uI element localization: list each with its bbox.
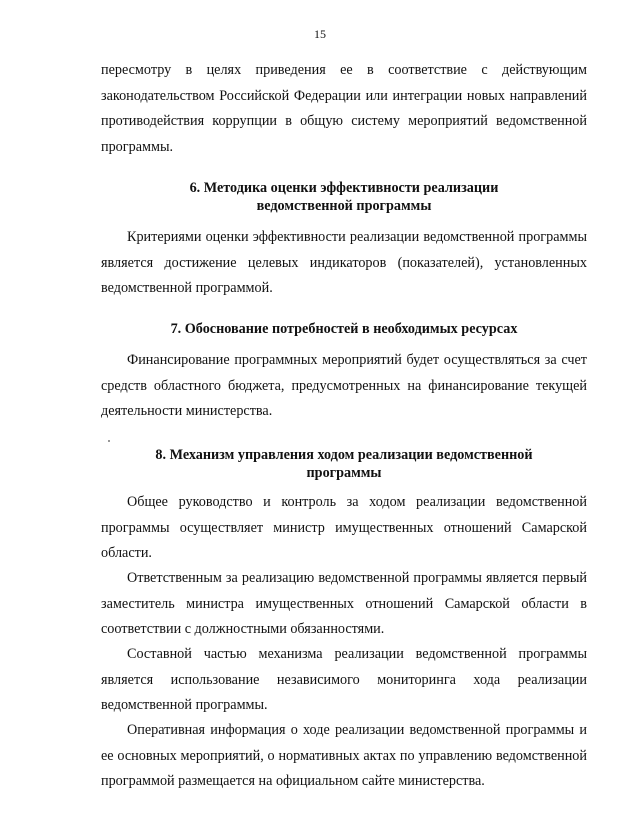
section-8-heading: [101, 446, 587, 482]
section-8-paragraph-2: Ответственным за реализацию ведомственной программы является первый заместитель министра имущественных отношений Самарской области в соответствии с должностными обязанностями.: [101, 570, 587, 637]
section-8-heading-line1: 8. Механизм управления ходом реализации ведомственной: [155, 447, 533, 463]
section-7-heading: 7. Обоснование потребностей в необходимых ресурсах: [170, 321, 518, 337]
page-number: 15: [314, 27, 326, 41]
section-6-paragraph: Критериями оценки эффективности реализации ведомственной программы является достижение целевых индикаторов (показателей), установленных ведомственной программой.: [101, 229, 587, 296]
section-8-paragraph-3: Составной частью механизма реализации ведомственной программы является использование независимого мониторинга хода реализации ведомственной программы.: [101, 646, 587, 713]
section-8-heading-line2: программы: [306, 465, 382, 481]
section-6-heading-line1: 6. Методика оценки эффективности реализации: [189, 180, 499, 196]
section-8-paragraph-1: Общее руководство и контроль за ходом реализации ведомственной программы осуществляет министр имущественных отношений Самарской области.: [101, 494, 587, 561]
paragraph-intro: пересмотру в целях приведения ее в соответствие с действующим законодательством Российской Федерации или интеграции новых направлений противодействия коррупции в общую систему мероприятий ведомственной программы.: [101, 62, 587, 155]
section-6-heading: [101, 179, 587, 215]
scan-speck: [108, 440, 110, 442]
section-6-heading-line2: ведомственной программы: [256, 198, 432, 214]
section-8-paragraph-4: Оперативная информация о ходе реализации ведомственной программы и ее основных мероприятий, о нормативных актах по управлению ведомственной программой размещается на официальном сайте министерства.: [101, 722, 587, 789]
section-7-paragraph: Финансирование программных мероприятий будет осуществляться за счет средств областного бюджета, предусмотренных на финансирование текущей деятельности министерства.: [101, 352, 587, 419]
